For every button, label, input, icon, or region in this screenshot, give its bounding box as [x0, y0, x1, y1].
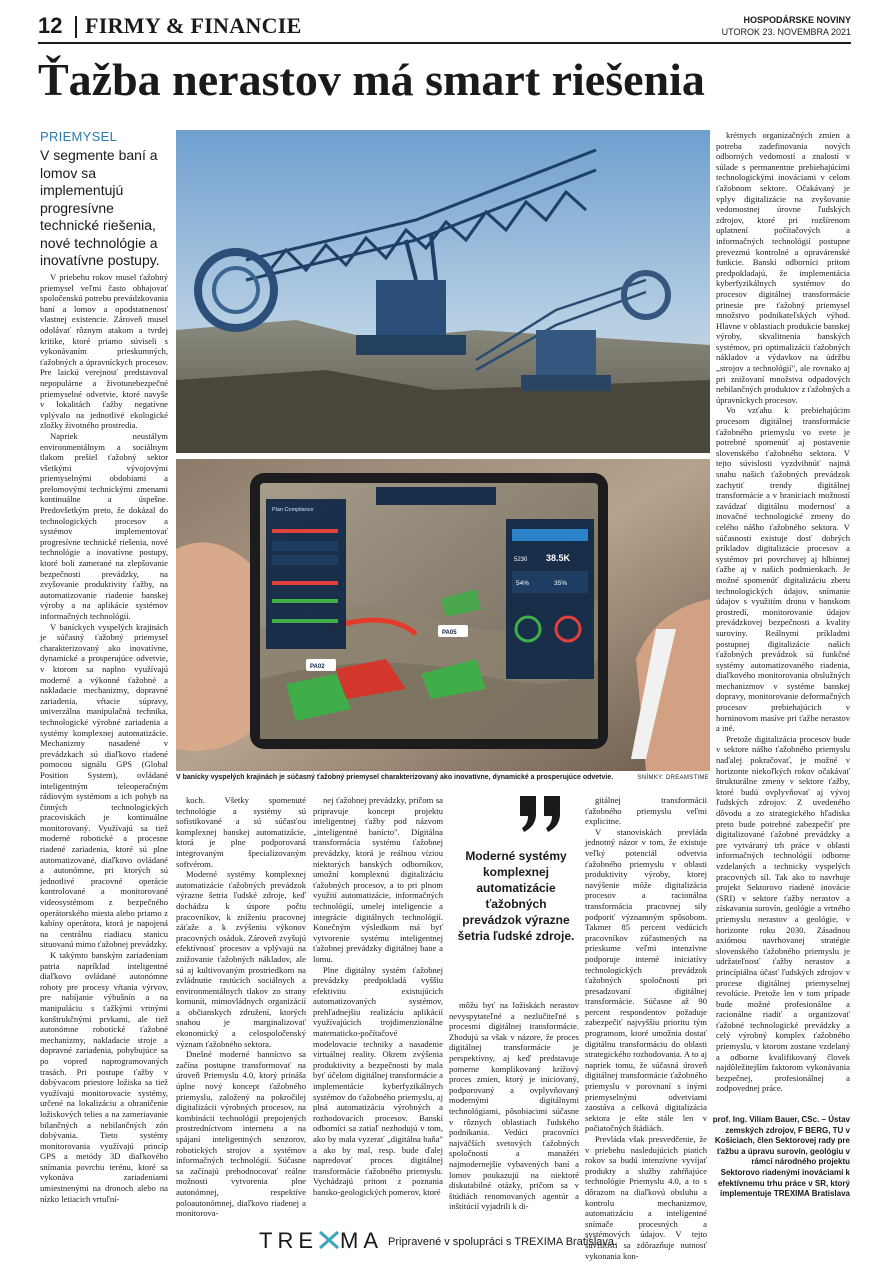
tablet-value-4: 35% [554, 580, 568, 587]
paragraph: Moderné systémy komplexnej automatizácie ťažobných prevádzok výrazne šetria ľudské zdroje, keď dochádza k úspore počtu pracovníkov, k zníženiu pracovnej záťaže a k zvýšeniu výkonov pracovných osádok. Zároveň zvyšujú efektívnosť procesov a vplývajú na znižovanie ťažobných nákladov, ale sú aj kultivovaným prostriedkom na zvládnutie rastúcich sociálnych a environmentálnych tlakov zo strany komunít, mimovládnych organizácií a občianskych združení, ktorých snahou je marginalizovať ekonomický a celospoločenský význam ťažobného sektora. [176, 869, 306, 1049]
paragraph: krétnych organizačných zmien a potreba zadefinovania nových odborných vedomostí a znalostí v súlade s permanentne prebiehajúcimi technologickými inováciami v celom ťažobnom sektore. Očakávaný je vplyv digitalizácie na zvyšovanie vedomostnej úrovne ľudských zdrojov, ktoré pri rozšírenom uplatnení počítačových a informačných technológií postupne prevezmú kontrolné a opravárenské funkcie. Banskí odborníci pritom predpokladajú, že implementácia kyberfyzikálnych systémov do procesov digitálnej transformácie prinesie pre ťažobný priemysel množstvo podnikateľských výhod. Hlavne v oblastiach produkcie banskej výroby, skvalitnenia banských systémov, pri optimalizácii ťažobných nákladov a výdavkov na údržbu „strojov a technológií", ale rovnako aj pri znižovaní množstva odpadových nebilančných produktov z ťažobných a úpravníckych procesov. [716, 130, 850, 405]
paragraph: môžu byť na ložiskách nerastov nevyspytateľné a nezlučiteľné s procesmi digitálnej transformácie. Zhodujú sa však v názore, že proces digitálnej transformácie je perspektívny, aj keď predstavuje pomerne komplikovaný krížový proces zmien, ktorý je iniciovaný, podporovaný a ovplyvňovaný modernými digitálnymi technológiami, pôsobiacimi súčasne v rôznych oblastiach ľudského podnikania. Vedúci pracovníci najväčších svetových ťažobných spoločností a manažéri najmodernejšie vybavených baní a lomov poukazujú na niektoré diskutabilné otázky, pričom sa v štúdiách renomovaných agentúr a inštitúcií vyjadrili k di- [449, 1000, 579, 1212]
paragraph: V baníckych vyspelých krajinách je súčasný ťažobný priemysel charakterizovaný ako inovatívne, dynamické a prosperujúce odvetvie, v ktorom sa naplno využívajú moderné a výkonné ťažobné a nakladacie mechanizmy, dopravné zariadenia, vŕtacie súpravy, univerzálna manipulačná technika, technologické výrobné zariadenia a systémy komplexnej automatizácie. Mechanizmy nasadené v prevádzkach sú diaľkovo riadené pomocou signálu GPS (Global Position System), ovládané inteligentným teleoperačným rádiovým systémom a ich pohyb na činných technologických pracoviskách je kontinuálne monitorovaný. Využívajú sa tiež moderné robotické a procesne riadené zariadenia, ktoré sú plne automatizované, diaľkovo ovládané a autonómne, pri ktorých sú jednotlivé pracovné operácie kontrolované a monitorované videosystémom z bezpečného operátorského miesta alebo priamo z kabíny operátora, ktorá je napojená na centrálnu riadiacu stanicu situovanú mimo ťažobnej prevádzky. [40, 621, 168, 950]
paragraph: gitálnej transformácii ťažobného priemyslu veľmi explicitne. [585, 795, 707, 827]
logo-x-icon [318, 1230, 340, 1250]
section-title: FIRMY & FINANCIE [85, 13, 302, 38]
lead-paragraph: V segmente baní a lomov sa implementujú progresívne technické riešenia, nové technológie a inovatívne postupy. [40, 147, 160, 268]
paragraph: Napriek neustálym environmentálnym a sociálnym tlakom prešiel ťažobný sektor všetkými vývojovými priemyselnými obdobiami a prelomovými technickými zmenami kontinuálne a úspešne. Predovšetkým preto, že dokázal do technologických procesov a systémov implementovať progresívne technické riešenia, nové technológie a inovatívne postupy, ktoré boli zamerané na zlepšovanie bezpečnosti prevádzky, na zvyšovanie produktivity ťažby, na automatizovanie riadenie banskej výroby a na aplikácie systémov informačných technológií. [40, 430, 168, 621]
article-column-6 [716, 130, 850, 1110]
paragraph: nej ťažobnej prevádzky, pričom sa pripravuje koncept projektu inteligentnej ťažby pod názvom „inteligentné banícto". Digitálna transformácia systému ťažobnej prevádzky, ktorá je reálnou víziou niektorých banských odborníkov, umožní komplexnú digitalizáciu ťažobných procesov, a to pri plnom využití automatizácie, informačných technológií, umelej inteligencie a integrácie digitálnych technológií. Konečným výsledkom má byť vytvorenie systému inteligentnej ťažobnej prevádzky digitálnej bane a lomu. [313, 795, 443, 964]
paragraph: Prevláda však presvedčenie, že v priebehu nasledujúcich piatich rokov sa budú intenzívne vyvíjať produkty a služby zahŕňajúce technológie Priemyslu 4.0, a to s dôrazom na diaľkovú obsluhu a kontrolu mechanizmov, automatizáciu a inteligentné snímače procesných a systémových údajov. V tejto súvislosti sa zdôrazňuje nutnosť vykonania kon- [585, 1134, 707, 1261]
author-credit: prof. Ing. Viliam Bauer, CSc. – Ústav zemských zdrojov, F BERG, TU v Košiciach, člen Sektorovej rady pre ťažbu a úpravu surovín, geológiu v rámci národného projektu Sektorovo riadenými inováciami k efektívnemu trhu práce v SR, ktorý implementuje TREXIMA Bratislava [712, 1115, 850, 1199]
header-divider [75, 16, 77, 38]
headline: Ťažba nerastov má smart riešenia [38, 54, 705, 105]
logo-text-left: TRE [259, 1228, 318, 1253]
quote-mark-icon [516, 790, 566, 840]
article-column-5 [585, 795, 707, 1261]
tablet-panel-title: Plan Compliance [272, 507, 314, 513]
publication-info [722, 14, 851, 38]
header-rule [38, 42, 851, 44]
publication-date: UTOROK 23. NOVEMBRA 2021 [721, 27, 851, 37]
tablet-tag-pa05: PA05 [442, 630, 457, 636]
logo-text-right: MA [340, 1228, 383, 1253]
article-column-4 [449, 1000, 579, 1220]
trexima-logo [259, 1228, 383, 1254]
paragraph: V priebehu rokov musel ťažobný priemysel veľmi často obhajovať spoločenskú potrebu prevádzkovania baní a lomov a opodstatnenosť vlastnej existencie. Zároveň musel odolávať rôznym atakom a tvrdej kritike, ktoré priamo súviseli s vykonávaním prieskumných, ťažobných a úpravníckych procesov. Pre laickú verejnosť predstavoval nepopulárne a životunebezpečné priemyselné odvetvie, ktoré navyše v lokalitách ťažby negatívne vplývalo na jednotlivé ekologické zložky životného prostredia. [40, 272, 168, 431]
tablet-value-1: 38.5K [546, 553, 571, 563]
tablet-value-3: 54% [516, 580, 530, 587]
tablet-photo [176, 459, 710, 771]
photo-caption: V banícky vyspelých krajinách je súčasný ťažobný priemysel charakterizovaný ako inovatívne, dynamické a prosperujúce odvetvie. [176, 774, 614, 781]
excavator-photo [176, 130, 710, 453]
paragraph: V stanoviskách prevláda jednotný názor v tom, že existuje veľký potenciál odvetvia ťažobného priemyslu v oblasti produktivity výroby, ktorej navýšenie môže digitalizácia procesov a racionálna transformácia pracovnej sily podporiť významným spôsobom. Takmer 85 percent vedúcich pracovníkov zúčastnených na prieskume veľmi intenzívne podporuje interné iniciatívy technologických prevádzok ťažobných spoločností pri presadzovaní digitálnej transformácie. Súčasne až 90 percent respondentov požaduje zabezpečiť najvyššiu prioritu tým programom, ktoré umožnia dostať digitálnu transformáciu do oblasti strategického rozhodovania. A to aj napriek tomu, že súčasná úroveň digitálnej transformácie ťažobného priemyslu v porovnaní s inými priemyselnými odvetviami zaostáva a celková digitalizácia sektora je ešte stále len v počiatočných štádiách. [585, 826, 707, 1134]
tablet-illustration [176, 459, 710, 771]
paragraph: Plne digitálny systém ťažobnej prevádzky predpokladá vyššiu efektivitu existujúcich automatizovaných systémov, prehľadnejšiu realizáciu aplikácií využívajúcich trojdimenzionálne matematicko-počítačové modelovacie techniky a nasadenie virtuálnej reality. Okrem zvýšenia produktivity a bezpečnosti by mala byť účelom digitálnej transformácie a implementácie kyberfyzikálnych systémov do ťažobného priemyslu, aj plná automatizácia výrobných a rozhodovacích procesov. Banskí odborníci sa zatiaľ nezhodujú v tom, ako by mala vyzerať „digitálna baňa" a ako by mal, resp. bude ďalej napredovať proces digitálnej transformácie ťažobného priemyslu. Vychádzajú pritom z poznania bansko-geologických pomerov, ktoré [313, 964, 443, 1197]
paragraph: Pretože digitalizácia procesov bude v sektore nášho ťažobného priemyslu naďalej pokračovať, je možné v horizonte niekoľkých rokov očakávať štrukturálne zmeny v sektore ťažby, ktoré budú ovplyvňovať aj vývoj ľudských zdrojov. Z uvedeného dôvodu a zo strategického hľadiska preto bude potrebné zabezpečiť pre digitalizované ťažobné prevádzky a pre vytváraný trh práce v oblasti informačných technológií odborne vzdelaných a technicky vyspelých pracovných síl. Tak ako to navrhuje projekt Sektorovo riadené inovácie (SRI) v sektore ťažby nerastov a získavania surovín, geológie a vrtného priemyslu nerastov a geológie, v horizonte roku 2030. Zásadnou axiómou navrhovanej stratégie slovenského ťažobného priemyslu je udržateľnosť ťažby nerastov a princípiálna účasť ľudských zdrojov v procese digitálnej priemyselnej revolúcie. Pretože len v tom prípade bude možné profesionálne a racionálne riadiť a organizovať ťažobné technologické prevádzky a celý výrobný komplex ťažobného priemyslu, v ktorom zostane vzdelaný a odborne kvalifikovaný človek najdôležitejším faktorom vykonávania bezpečnej, profesionálnej a zodpovednej práce. [716, 733, 850, 1094]
tablet-tag-pa02: PA02 [310, 664, 325, 670]
kicker: PRIEMYSEL [40, 129, 118, 144]
pull-quote: Moderné systémy komplexnej automatizácie ťažobných prevádzok výrazne šetria ľudské zdroje. [457, 849, 575, 943]
paragraph: koch. Všetky spomenuté technológie a systémy sú sofistikované a sú súčasťou komplexnej banskej automatizácie, ktorá je plne podporovaná integrovaným špecializovaným softvérom. [176, 795, 306, 869]
publication-name: HOSPODÁRSKE NOVINY [743, 15, 851, 25]
article-column-2 [176, 795, 306, 1220]
tablet-value-2: 5230 [514, 557, 528, 563]
footer-text: Pripravené v spolupráci s TREXIMA Bratislava. [388, 1236, 618, 1248]
photo-credit: SNÍMKY: DREAMSTIME [637, 775, 709, 781]
article-column-3 [313, 795, 443, 1220]
paragraph: Dnešné moderné banníctvo sa začína postupne transformovať na úroveň Priemyslu 4.0, ktorý prináša úplne nový koncept ťažobného priemyslu, založený na pokročilej digitalizácii výrobných procesov, na kombinácii technológií prepojených prostredníctvom internetu a na spájaní inteligentných senzorov, robotických strojov a systémov informačných technológií. Súčasne sa začínajú prehodnocovať reálne možnosti vytvorenia plne autonómnej, respektíve poloautonómnej, diaľkovo riadenej a monitorova- [176, 1049, 306, 1219]
page-number: 12 [38, 13, 63, 38]
paragraph: Vo vzťahu k prebiehajúcim procesom digitálnej transformácie ťažobného priemyslu vo svete je potrebné spomenúť aj postavenie slovenského ťažobného sektora. V tejto súvislosti vyzdvihnúť najmä snahu našich ťažobných prevádzok zachytiť trendy digitálnej transformácie a v hraniciach možností zavádzať digitálnu modernosť a inovačné technologické zmeny do celého nášho ťažobného sektora. V súčasnosti existuje dosť dobrých príkladov digitalizácie procesov a systémov pri povrchovej aj hlbinnej ťažbe aj v našich podmienkach. Je možné spomenúť digitalizáciu zberu technologických údajov, snímanie údajov s využitím dronu v banskom prostredí, monitorovanie údajov prevádzkovej bezpečnosti a kvality suroviny. Reálnymi príkladmi postupnej digitalizácie našich ťažobných prevádzok sú funkčné systémy automatizovaného riadenia, diaľkového monitorovania obslužných mechanizmov v systéme banskej dopravy, monitorovanie deformačných procesov prebiehajúcich v horninovom masíve pri ťažbe nerastov a iné. [716, 405, 850, 734]
excavator-illustration [176, 130, 710, 453]
paragraph: K takýmto banským zariadeniam patria napríklad inteligentné diaľkovo ovládané autonómne roboty pre procesy vŕtania výrvov, pre nabíjanie výbušnín a na manipuláciu s ťažkými vrtnými konštrukčnými prvkami, ale tiež autonómne robotické ťažobné mechanizmy, nakladacie stroje a dopravné zariadenia, pohybujúce sa po vopred naprogramovaných trasách. Pri postupe ťažby v dobývacom priestore ložiska sa tiež využívajú monitorovacie systémy, určené na lokalizáciu a ohraničenie ložiskových telies a na zameriavanie bilančných a nebilančných zón dobývania. Tieto systémy monitorovania využívajú princíp GPS a metódy 3D diaľkového snímania povrchu terénu, ktoré sa vykonáva zariadeniami umiestnenými na dronoch alebo na nízko letiacich vrtuľní- [40, 950, 168, 1204]
article-column-1 [40, 272, 168, 1220]
